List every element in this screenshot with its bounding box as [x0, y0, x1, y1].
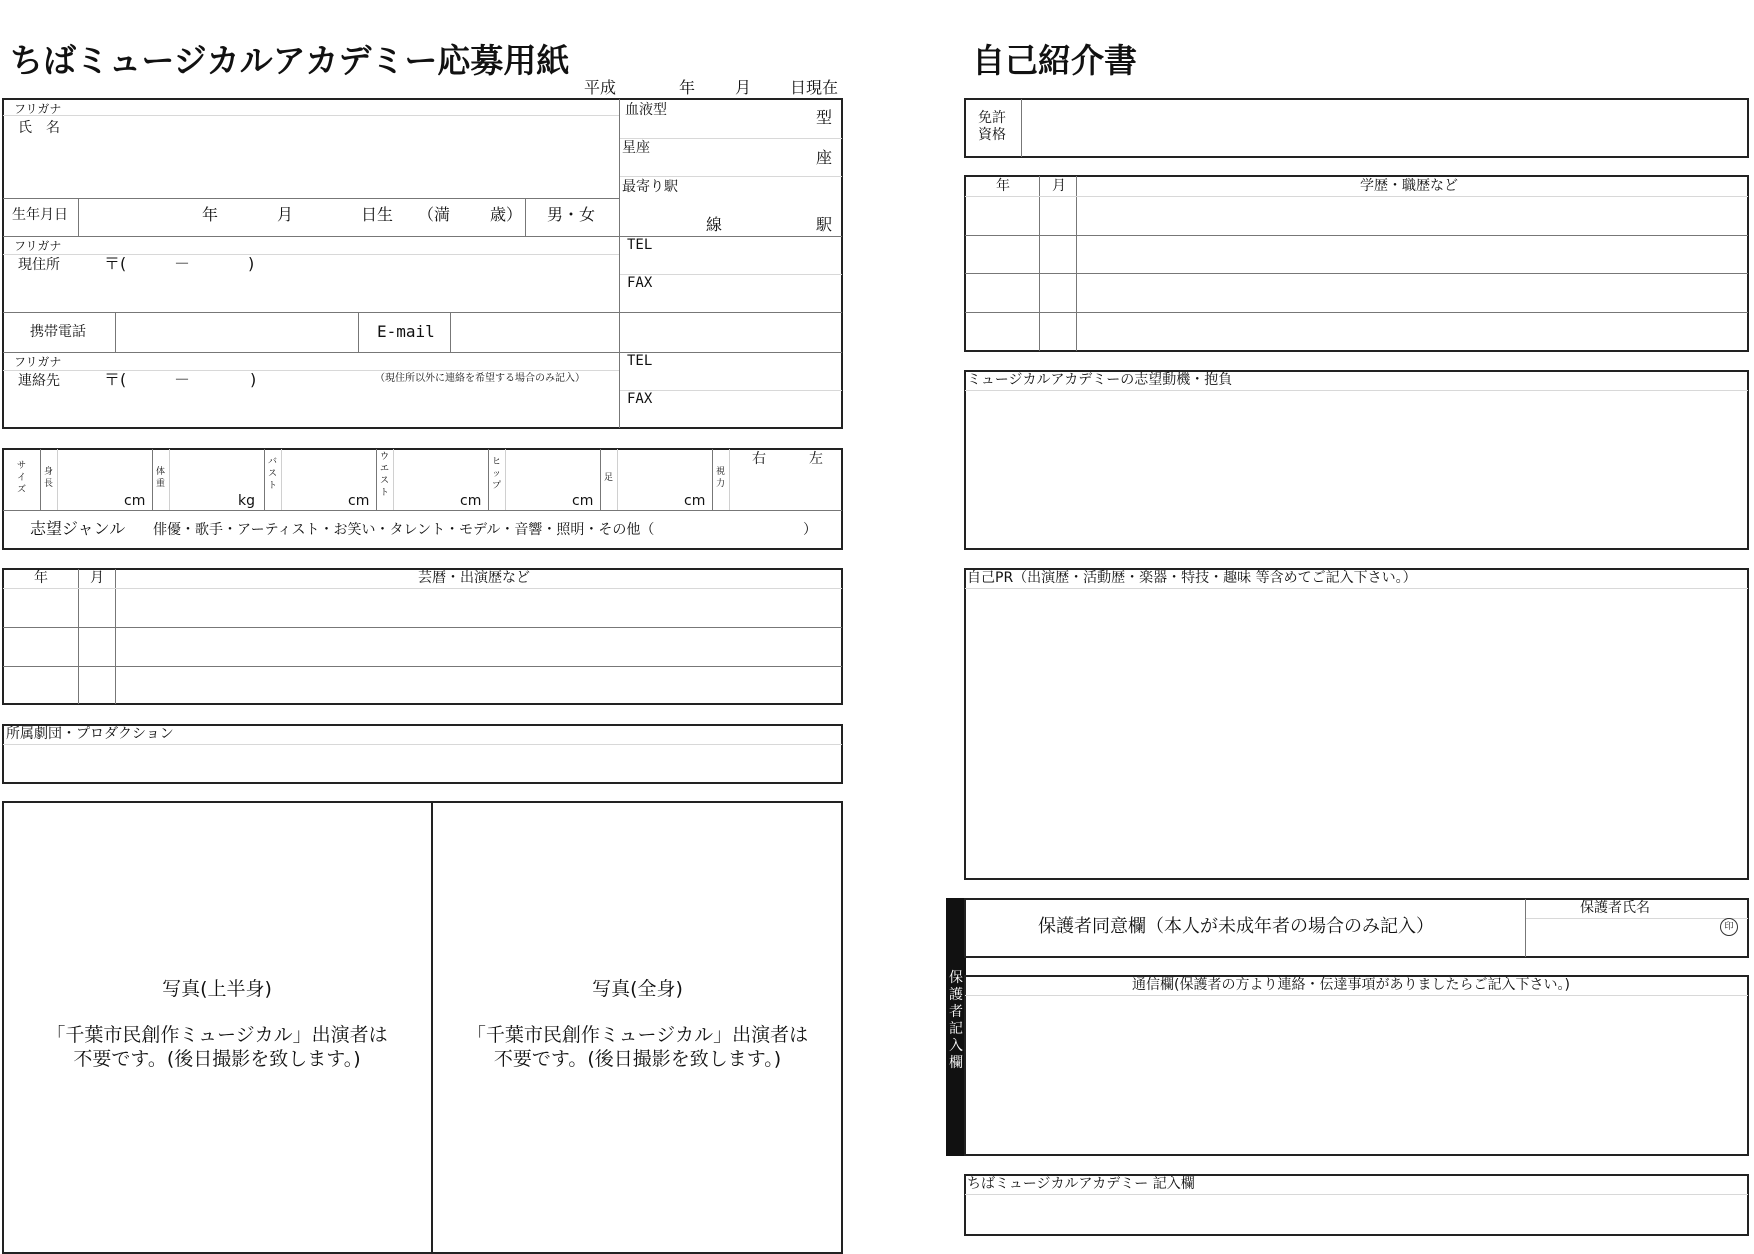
address-label: 現住所	[18, 257, 60, 273]
tel-label: TEL	[627, 237, 653, 253]
divider	[3, 312, 842, 313]
photo-upper-note-line1: 「千葉市民創作ミュージカル」出演者は	[46, 1024, 388, 1046]
self-pr-label: 自己PR（出演歴・活動歴・楽器・特技・趣味 等含めてご記入下さい。）	[967, 570, 1417, 586]
divider	[376, 449, 377, 510]
divider	[3, 627, 842, 628]
divider	[3, 236, 619, 237]
history-month-header: 月	[1052, 178, 1066, 194]
birthdate-label: 生年月日	[12, 207, 68, 223]
divider	[619, 99, 620, 428]
vision-left: 左	[809, 451, 823, 467]
divider	[115, 569, 116, 704]
divider	[600, 449, 601, 510]
divider	[3, 198, 619, 199]
age-close: 歳）	[490, 205, 523, 224]
history-title-header: 学歴・職歴など	[1360, 178, 1458, 194]
postal-mark: 〒(	[104, 370, 127, 389]
date-era: 平成	[584, 78, 617, 97]
divider	[3, 352, 842, 353]
furigana-label: フリガナ	[14, 239, 62, 253]
divider	[505, 449, 506, 510]
photo-full-note-line2: 不要です。(後日撮影を致します。)	[493, 1047, 782, 1070]
blood-unit: 型	[816, 108, 833, 127]
divider	[3, 370, 619, 371]
self-pr-box	[964, 568, 1749, 880]
divider	[3, 666, 842, 667]
divider	[1525, 899, 1526, 957]
size-label: サイズ	[16, 461, 26, 495]
divider	[1039, 176, 1040, 351]
hip-unit: cm	[572, 493, 594, 509]
form-title: ちばミュージカルアカデミー応募用紙	[10, 41, 570, 80]
furigana-label: フリガナ	[14, 102, 62, 116]
divider	[965, 312, 1748, 313]
divider	[78, 569, 79, 704]
date-day: 日現在	[790, 78, 839, 97]
divider	[965, 995, 1748, 996]
birth-month: 月	[277, 205, 294, 224]
genre-close: ）	[803, 522, 817, 538]
waist-unit: cm	[460, 493, 482, 509]
age-open: （満	[418, 205, 451, 224]
blood-label: 血液型	[625, 102, 667, 118]
motivation-label: ミュージカルアカデミーの志望動機・抱負	[967, 372, 1233, 388]
divider	[152, 449, 153, 510]
affiliation-label: 所属劇団・プロダクション	[6, 726, 174, 742]
divider	[488, 449, 489, 510]
zodiac-unit: 座	[816, 148, 833, 167]
divider	[169, 449, 170, 510]
zodiac-label: 星座	[622, 140, 650, 156]
divider	[3, 588, 842, 589]
vision-label: 視力	[715, 467, 725, 489]
guardian-name-label: 保護者氏名	[1580, 900, 1650, 916]
height-label: 身長	[43, 467, 53, 489]
divider	[620, 176, 842, 177]
photo-full-panel	[433, 980, 842, 1072]
divider	[1076, 176, 1077, 351]
foot-label: 足	[603, 473, 613, 483]
career-month-header: 月	[90, 570, 104, 586]
divider	[712, 449, 713, 510]
divider	[393, 449, 394, 510]
academy-use-label: ちばミュージカルアカデミー 記入欄	[967, 1176, 1195, 1192]
divider	[965, 196, 1748, 197]
weight-unit: kg	[238, 493, 255, 509]
fax-label: FAX	[627, 275, 653, 291]
birth-day: 日生	[361, 205, 394, 224]
guardian-sidebar-label: 保護者記入欄	[949, 970, 963, 1071]
bust-unit: cm	[348, 493, 370, 509]
genre-options: 俳優・歌手・アーティスト・お笑い・タレント・モデル・音響・照明・その他（	[153, 522, 655, 538]
contact-label: 連絡先	[18, 373, 60, 389]
postal-close: )	[250, 370, 257, 389]
divider	[115, 313, 116, 352]
guardian-consent-label: 保護者同意欄（本人が未成年者の場合のみ記入）	[1038, 916, 1434, 937]
divider	[965, 273, 1748, 274]
communication-label: 通信欄(保護者の方より連絡・伝達事項がありましたらご記入下さい。)	[1132, 977, 1570, 993]
divider	[729, 449, 730, 510]
divider	[620, 138, 842, 139]
date-month: 月	[735, 78, 752, 97]
birth-year: 年	[202, 205, 219, 224]
divider	[57, 449, 58, 510]
divider	[620, 390, 842, 391]
communication-box	[964, 975, 1749, 1156]
email-label: E-mail	[377, 322, 435, 341]
license-box	[964, 98, 1749, 158]
postal-close: )	[248, 254, 255, 273]
divider	[264, 449, 265, 510]
waist-label: ウエスト	[379, 452, 389, 498]
photo-full-title: 写真(全身)	[592, 978, 683, 1000]
foot-unit: cm	[684, 493, 706, 509]
furigana-label: フリガナ	[14, 355, 62, 369]
divider	[620, 274, 842, 275]
station-line: 線	[706, 215, 723, 234]
intro-title: 自己紹介書	[972, 41, 1137, 80]
tel-label: TEL	[627, 353, 653, 369]
postal-mark: 〒(	[104, 254, 127, 273]
divider	[525, 199, 526, 236]
career-title-header: 芸暦・出演歴など	[418, 570, 530, 586]
hip-label: ヒップ	[491, 457, 501, 491]
postal-dash: －	[174, 254, 191, 273]
weight-label: 体重	[155, 467, 165, 489]
divider	[3, 115, 619, 116]
history-year-header: 年	[996, 178, 1010, 194]
motivation-box	[964, 370, 1749, 550]
divider	[450, 313, 451, 352]
genre-label: 志望ジャンル	[30, 519, 126, 538]
divider	[1021, 99, 1022, 157]
divider	[3, 510, 842, 511]
vision-right: 右	[752, 451, 766, 467]
divider	[3, 744, 842, 745]
date-year: 年	[679, 78, 696, 97]
divider	[617, 449, 618, 510]
qualification-label: 資格	[978, 127, 1006, 143]
divider	[965, 390, 1748, 391]
divider	[3, 254, 619, 255]
seal-mark: 印	[1720, 918, 1738, 936]
fax-label: FAX	[627, 391, 653, 407]
station-unit: 駅	[816, 215, 833, 234]
sex-label: 男・女	[547, 205, 596, 224]
bust-label: バスト	[267, 457, 277, 491]
divider	[965, 588, 1748, 589]
photo-upper-panel	[3, 980, 431, 1072]
divider	[358, 313, 359, 352]
divider	[965, 235, 1748, 236]
career-year-header: 年	[34, 570, 48, 586]
divider	[40, 449, 41, 510]
postal-dash: －	[174, 370, 191, 389]
divider	[281, 449, 282, 510]
divider	[965, 1194, 1748, 1195]
mobile-label: 携帯電話	[30, 324, 86, 340]
divider	[620, 236, 842, 237]
license-label: 免許	[978, 110, 1006, 126]
photo-upper-note-line2: 不要です。(後日撮影を致します。)	[73, 1047, 361, 1070]
history-table	[964, 175, 1749, 352]
station-label: 最寄り駅	[622, 179, 678, 195]
divider	[78, 199, 79, 236]
photo-full-note-line1: 「千葉市民創作ミュージカル」出演者は	[466, 1024, 809, 1046]
divider	[1526, 918, 1748, 919]
photo-upper-title: 写真(上半身)	[162, 978, 272, 1000]
name-label: 氏 名	[18, 120, 60, 136]
height-unit: cm	[124, 493, 146, 509]
contact-note: （現住所以外に連絡を希望する場合のみ記入）	[375, 373, 585, 384]
